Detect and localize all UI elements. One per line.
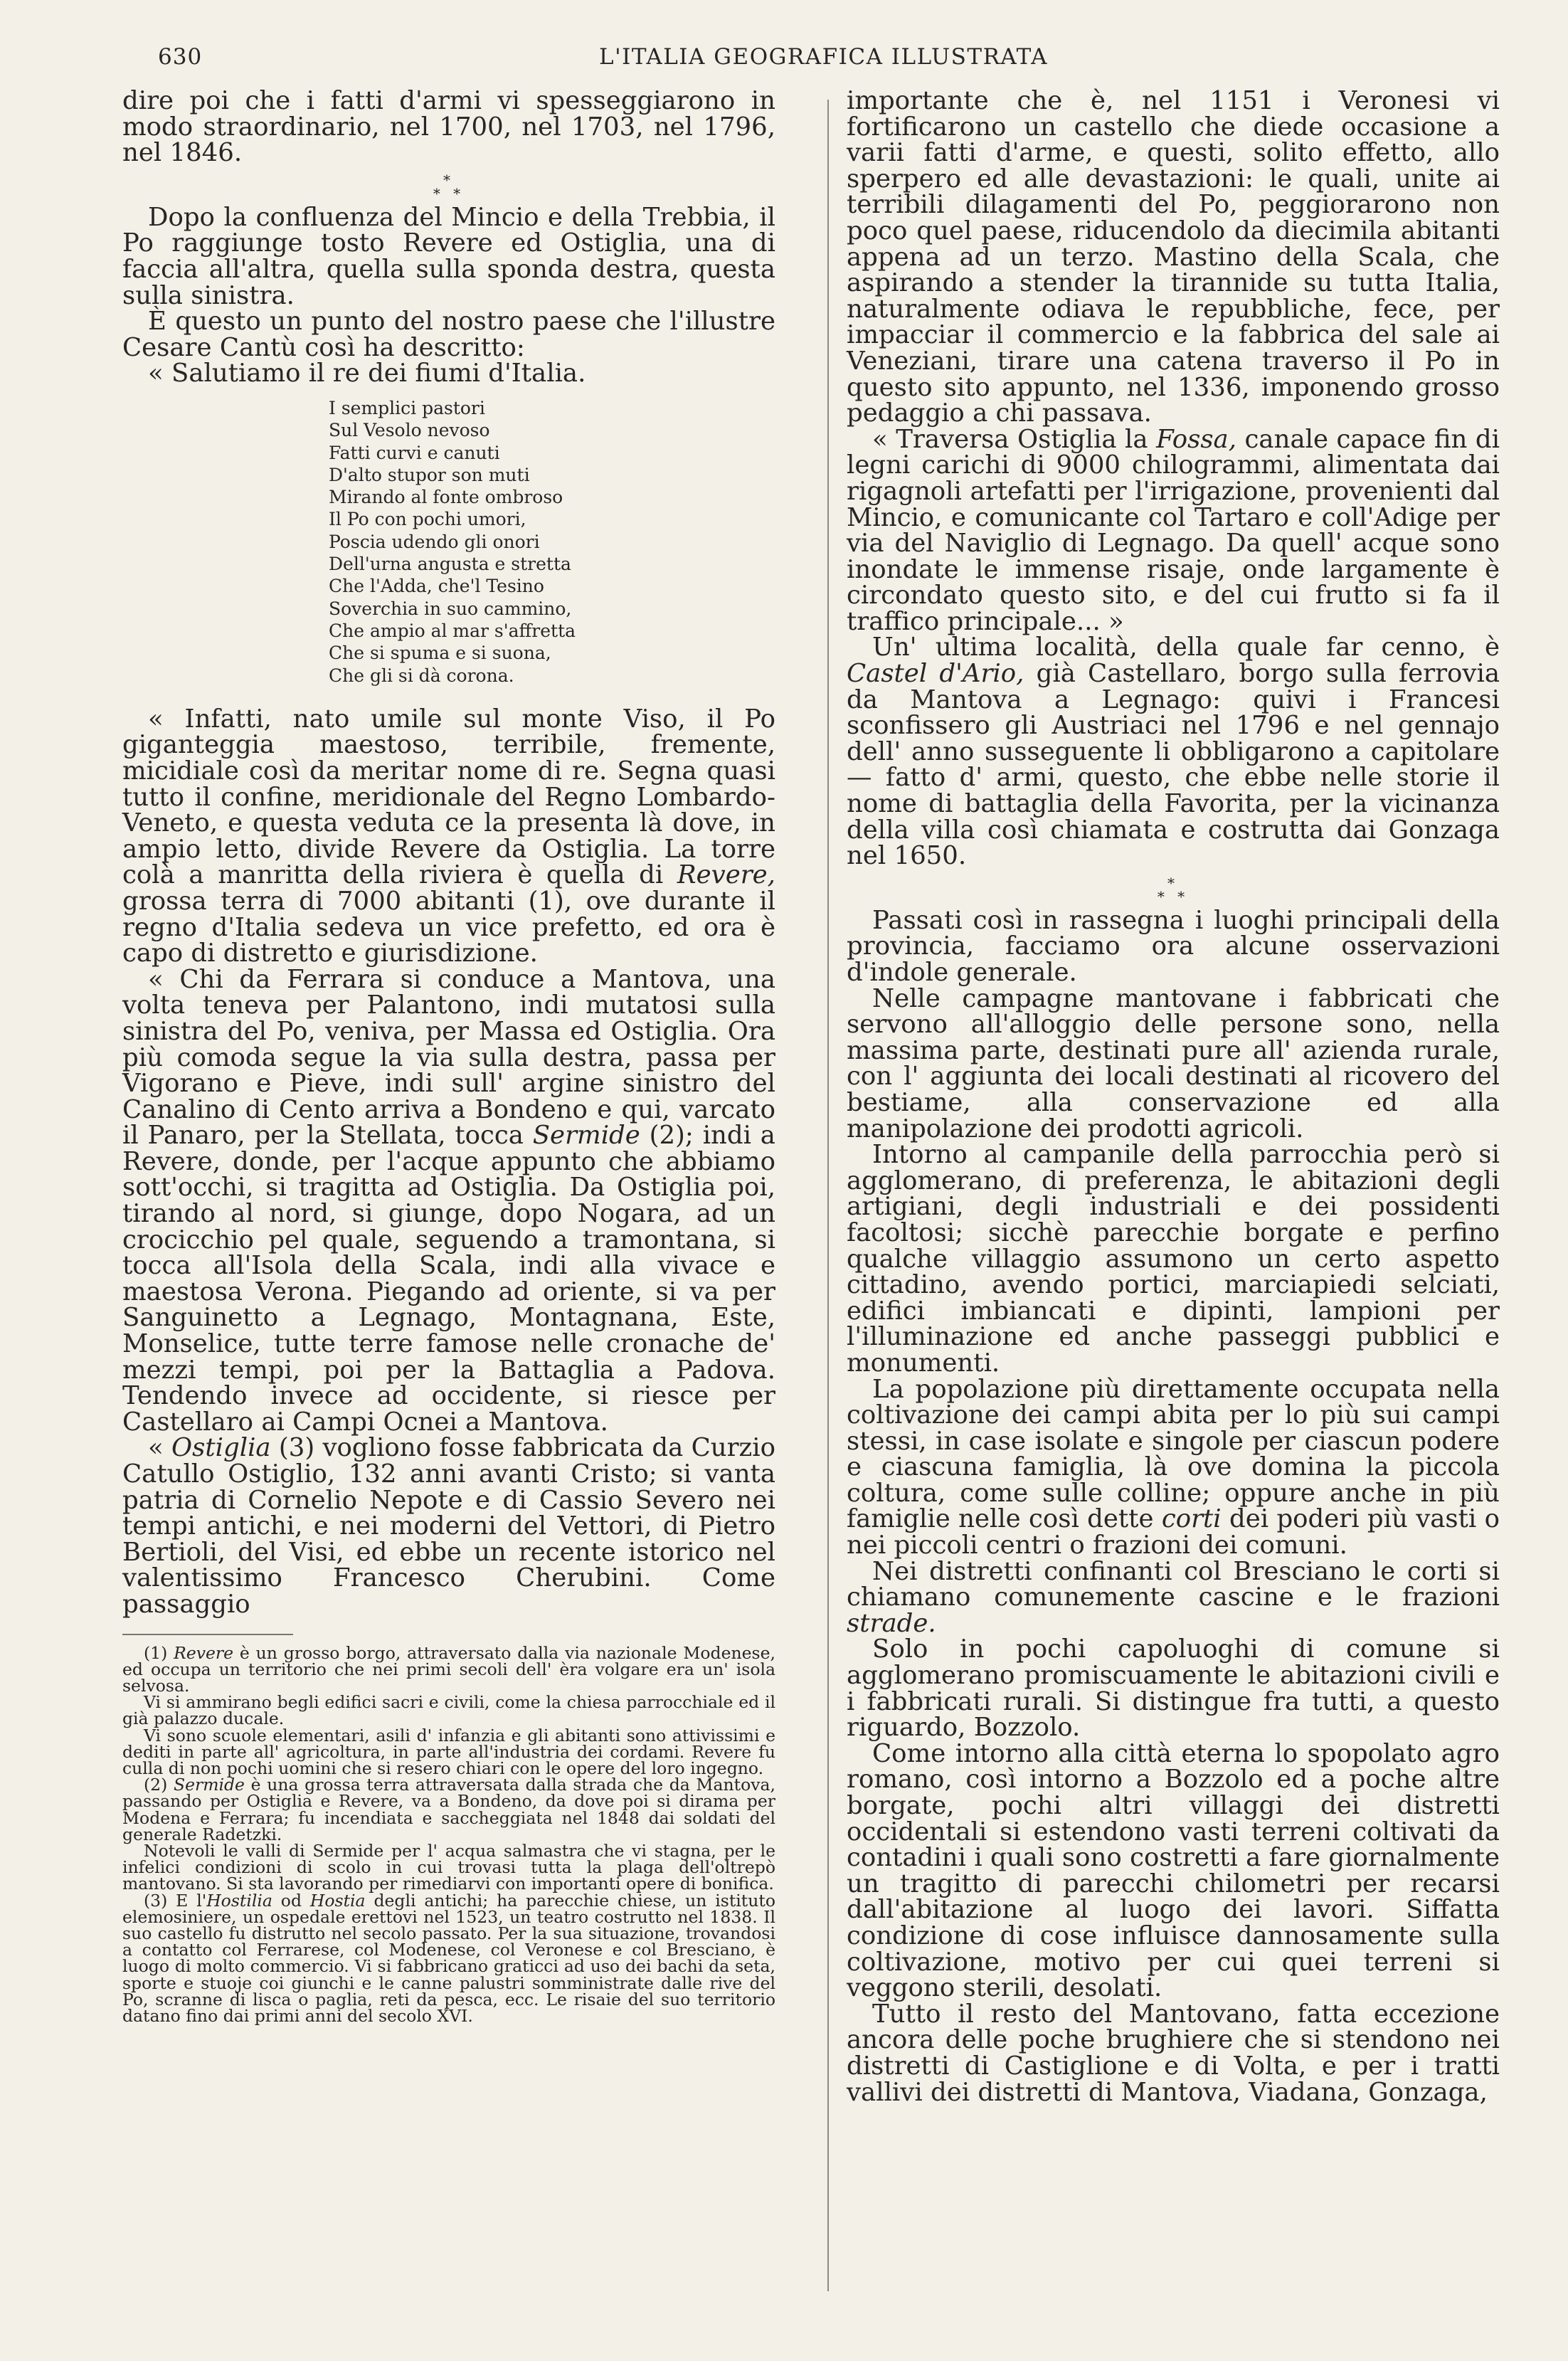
footnotes [122, 1642, 775, 2027]
footnote: Vi sono scuole elementari, asili d' infanzia e gli abitanti sono attivissimi e dediti in parte all' agricoltura, in parte all'industria dei cordami. Revere fu culla di non pochi uomini che si resero chiari con le opere del loro ingegno. [122, 1725, 775, 1778]
poem-line: Mirando al fonte ombroso [329, 487, 563, 508]
paragraph: « Ostiglia (3) vogliono fosse fabbricata da Curzio Catullo Ostiglio, 132 anni avanti Cristo; si vanta patria di Cornelio Nepote e di Cassio Severo nei tempi antichi, e nei moderni del Vettori, di Pietro Bertioli, del Visi, ed ebbe un recente istorico nel valentissimo Francesco Cherubini. Come passaggio [122, 1433, 775, 1619]
poem-line: Dell'urna angusta e stretta [329, 554, 571, 575]
paragraph: È questo un punto del nostro paese che l'illustre Cesare Cantù così ha descritto: [122, 307, 775, 362]
column-divider [827, 100, 829, 2291]
page-number: 630 [158, 44, 203, 70]
paragraph: « Chi da Ferrara si conduce a Mantova, una volta teneva per Palantono, indi mutatosi sulla sinistra del Po, veniva, per Massa ed Ostiglia. Ora più comoda segue la via sulla destra, passa per Vigorano e Pieve, indi sull' argine sinistro del Canalino di Cento arriva a Bondeno e qui, varcato il Panaro, per la Stellata, tocca Sermide (2); indi a Revere, donde, per l'acque appunto che abbiamo sott'occhi, si tragitta ad Ostiglia. Da Ostiglia poi, tirando al nord, si giunge, dopo Nogara, ad un crocicchio pel quale, seguendo a tramontana, si tocca all'Isola della Scala, indi alla vivace e maestosa Verona. Piegando ad oriente, si va per Sanguinetto a Legnago, Montagnana, Este, Monselice, tutte terre famose nelle cronache de' mezzi tempi, poi per la Battaglia a Padova. Tendendo invece ad occidente, si riesce per Castellaro ai Campi Ocnei a Mantova. [122, 964, 775, 1437]
poem [329, 397, 775, 687]
poem-line: D'alto stupor son muti [329, 464, 530, 485]
poem-line: I semplici pastori [329, 397, 485, 418]
paragraph: Un' ultima località, della quale far cenno, è Castel d'Ario, già Castellaro, borgo sulla ferrovia da Mantova a Legnago: quivi i Francesi sconfissero gli Austriaci nel 1796 e nel gennajo dell' anno susseguente li obbligarono a capitolare — fatto d' armi, questo, che ebbe nelle storie il nome di battaglia della Favorita, per la vicinanza della villa così chiamata e costrutta dai Gonzaga nel 1650. [847, 633, 1500, 871]
paragraph: « Salutiamo il re dei fiumi d'Italia. [148, 359, 586, 389]
paragraph: Nelle campagne mantovane i fabbricati che servono all'alloggio delle persone sono, nella massima parte, destinati pure all' azienda rurale, con l' aggiunta dei locali destinati al ricovero del bestiame, alla conservazione ed alla manipolazione dei prodotti agricoli. [847, 983, 1500, 1143]
footnote: (3) E l'Hostilia od Hostia degli antichi; ha parecchie chiese, un istituto elemosiniere, un ospedale erettovi nel 1523, un teatro costrutto nel 1838. Il suo castello fu distrutto nel secolo passato. Per la sua situazione, trovandosi a contatto col Ferrarese, col Modenese, col Veronese e col Bresciano, è luogo di molto commercio. Vi si fabbricano graticci ad uso dei bachi da seta, sporte e stuoje coi giunchi e le canne palustri somministrate dalle rive del Po, scranne di lisca o paglia, reti da pesca, ecc. Le risaie del suo territorio datano fino dai primi anni del secolo XVI. [122, 1890, 775, 2027]
poem-line: Il Po con pochi umori, [329, 509, 526, 530]
right-column [847, 88, 1500, 2106]
paragraph: importante che è, nel 1151 i Veronesi vi fortificarono un castello che diede occasione a varii fatti d'arme, e questi, solito effetto, allo sperpero ed alle devastazioni: le quali, unite ai terribili dilagamenti del Po, peggiorarono non poco quel paese, riducendolo da diecimila abitanti appena ad un terzo. Mastino della Scala, che aspirando a stender la tirannide su tutta Italia, naturalmente odiava le repubbliche, fece, per impacciar il commercio e la fabbrica del sale ai Veneziani, tirare una catena traverso il Po in questo sito appunto, nel 1336, imponendo grosso pedaggio a chi passava. [847, 86, 1500, 428]
footnote: Notevoli le valli di Sermide per l' acqua salmastra che vi stagna, per le infelici condizioni di scolo in cui trovasi tutta la plaga dell'oltrepò mantovano. Si sta lavorando per rimediarvi con importanti opere di bonifica. [122, 1841, 775, 1894]
paragraph: « Traversa Ostiglia la Fossa, canale capace fin di legni carichi di 9000 chilogrammi, alimentata dai rigagnoli artefatti per l'irrigazione, provenienti dal Mincio, e comunicante col Tartaro e coll'Adige per via del Naviglio di Legnago. Da quell' acque sono inondate le immense risaje, onde largamente è circondato questo sito, e del cui frutto si fa il traffico principale... » [847, 424, 1500, 636]
paragraph: dire poi che i fatti d'armi vi spesseggiarono in modo straordinario, nel 1700, nel 1703, nel 1796, nel 1846. [122, 86, 775, 168]
paragraph: Tutto il resto del Mantovano, fatta eccezione ancora delle poche brughiere che si stendono nei distretti di Castiglione e di Volta, e per i tratti vallivi dei distretti di Mantova, Viadana, Gonzaga, [847, 1999, 1500, 2107]
poem-line: Poscia udendo gli onori [329, 531, 540, 552]
footnote-rule [122, 1634, 293, 1635]
running-title: L'ITALIA GEOGRAFICA ILLUSTRATA [599, 44, 1048, 70]
poem-line: Che si spuma e si suona, [329, 643, 551, 664]
paragraph: La popolazione più direttamente occupata nella coltivazione dei campi abita per lo più sui campi stessi, in case isolate e singole per ciascun podere e ciascuna famiglia, là ove domina la piccola coltura, come sulle colline; oppure anche in più famiglie nelle così dette corti dei poderi più vasti o nei piccoli centri o frazioni dei comuni. [847, 1374, 1500, 1560]
paragraph: Nei distretti confinanti col Bresciano le corti si chiamano comunemente cascine e le frazioni strade. [847, 1556, 1500, 1638]
poem-line: Che l'Adda, che'l Tesino [329, 576, 544, 597]
paragraph: Solo in pochi capoluoghi di comune si agglomerano promiscuamente le abitazioni civili e i fabbricati rurali. Si distingue fra tutti, a questo riguardo, Bozzolo. [847, 1634, 1500, 1743]
paragraph: « Infatti, nato umile sul monte Viso, il Po giganteggia maestoso, terribile, fremente, micidiale così da meritar nome di re. Segna quasi tutto il confine, meridionale del Regno Lombardo-Veneto, e questa veduta ce la presenta là dove, in ampio letto, divide Revere da Ostiglia. La torre colà a manritta della riviera è quella di Revere, grossa terra di 7000 abitanti (1), ove durante il regno d'Italia sedeva un vice prefetto, ed ora è capo di distretto e giurisdizione. [122, 704, 775, 968]
footnote: (2) Sermide è una grossa terra attraversata dalla strada che da Mantova, passando per Ostiglia e Revere, va a Bondeno, da dove poi si dirama per Modena e Ferrara; fu incendiata e saccheggiata nel 1848 dai soldati del generale Radetzki. [122, 1775, 775, 1844]
poem-line: Soverchia in suo cammino, [329, 598, 572, 619]
poem-line: Che ampio al mar s'affretta [329, 620, 576, 641]
poem-line: Che gli si dà corona. [329, 665, 514, 686]
poem-line: Sul Vesolo nevoso [329, 420, 490, 441]
section-break: * * * [1157, 874, 1190, 905]
paragraph: Come intorno alla città eterna lo spopolato agro romano, così intorno a Bozzolo ed a poche altre borgate, pochi altri villaggi dei distretti occidentali si estendono vasti terreni coltivati da contadini i quali sono costretti a fare giornalmente un tragitto di parecchi chilometri per recarsi dall'abitazione al luogo dei lavori. Siffatta condizione di cose influisce dannosamente sulla coltivazione, motivo per cui quei terreni si veggono sterili, desolati. [847, 1738, 1500, 2003]
section-break: * * * [433, 171, 465, 202]
paragraph: Passati così in rassegna i luoghi principali della provincia, facciamo ora alcune osservazioni d'indole generale. [847, 905, 1500, 987]
footnote: Vi si ammirano begli edifici sacri e civili, come la chiesa parrocchiale ed il già palazzo ducale. [122, 1692, 775, 1729]
footnote: (1) Revere è un grosso borgo, attraversato dalla via nazionale Modenese, ed occupa un territorio che nei primi secoli dell' èra volgare era un' isola selvosa. [122, 1642, 775, 1696]
left-column [122, 86, 775, 2027]
paragraph: Dopo la confluenza del Mincio e della Trebbia, il Po raggiunge tosto Revere ed Ostiglia, una di faccia all'altra, quella sulla sponda destra, questa sulla sinistra. [122, 202, 775, 310]
page-header [158, 44, 1488, 80]
poem-line: Fatti curvi e canuti [329, 442, 500, 463]
paragraph: Intorno al campanile della parrocchia però si agglomerano, di preferenza, le abitazioni degli artigiani, degli industriali e dei possidenti facoltosi; sicchè parecchie borgate e perfino qualche villaggio assumono un certo aspetto cittadino, avendo portici, marciapiedi selciati, edifici imbiancati e dipinti, lampioni per l'illuminazione ed anche passeggi pubblici e monumenti. [847, 1140, 1500, 1378]
